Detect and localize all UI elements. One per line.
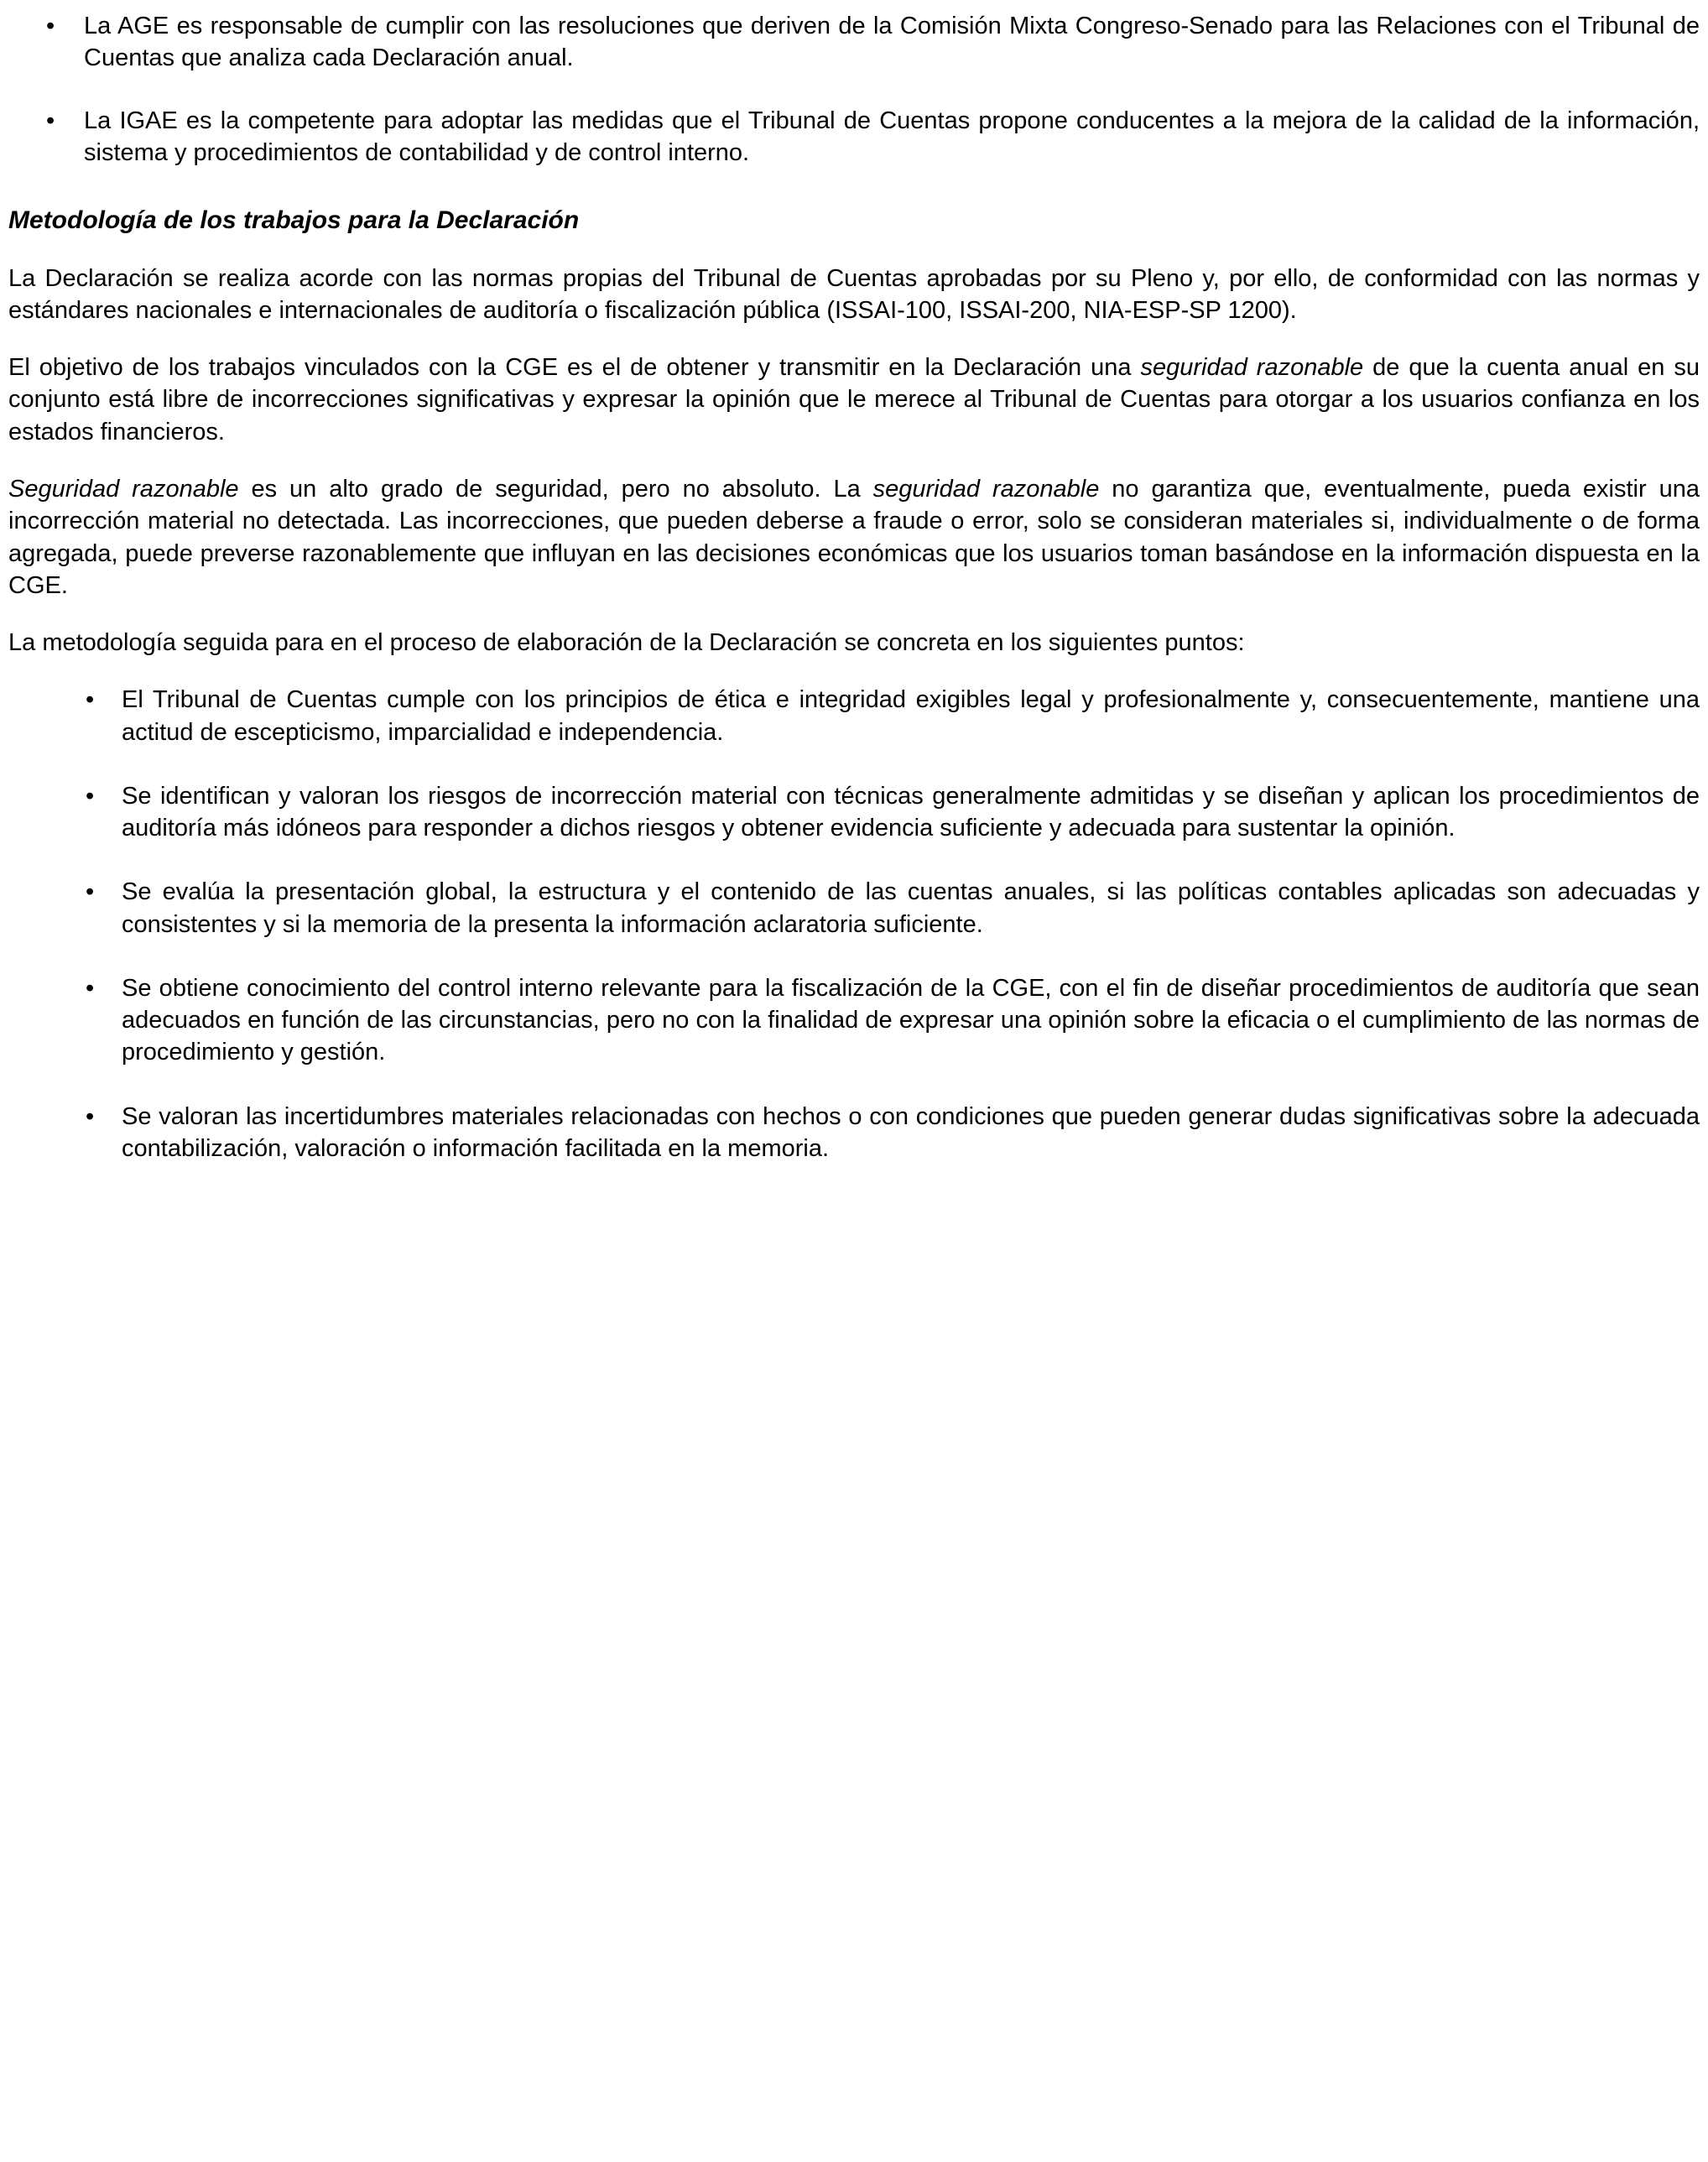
bullet-item-age	[8, 10, 1700, 75]
bullet-marker: •	[86, 1102, 95, 1130]
bullet-marker: •	[46, 13, 55, 39]
paragraph-seguridad-text: no garantiza que, eventualmente, pueda existir una incorrección material no detectada. Las incorrecciones, que pueden deberse a fraude o error, solo se consideran materiales si, individualmente o de forma agregada, puede preverse razonablemente que influyan en las decisiones económicas que los usuarios toman basándose en la información dispuesta en la CGE.	[8, 475, 1700, 599]
bullet-item-control-interno	[8, 972, 1700, 1069]
bullet-list-metodologia	[8, 684, 1700, 1164]
bullet-item-riesgos	[8, 780, 1700, 845]
bullet-marker: •	[86, 878, 95, 906]
bullet-marker: •	[86, 974, 95, 1002]
bullet-item-etica	[8, 684, 1700, 748]
bullet-item-incertidumbres	[8, 1101, 1700, 1165]
paragraph-seguridad-text: es un alto grado de seguridad, pero no absoluto. La	[238, 475, 873, 503]
bullet-text-riesgos: Se identifican y valoran los riesgos de incorrección material con técnicas generalmente admitidas y se diseñan y aplican los procedimientos de auditoría más idóneos para responder a dichos riesgos y obtener evidencia suficiente y adecuada para sustentar la opinión.	[122, 782, 1700, 842]
italic-seguridad-razonable: seguridad razonable	[872, 475, 1100, 503]
bullet-text-incertidumbres: Se valoran las incertidumbres materiales relacionadas con hechos o con condiciones que pueden generar dudas significativas sobre la adecuada contabilización, valoración o información facilitada en la memoria.	[122, 1102, 1700, 1162]
bullet-text-igae: La IGAE es la competente para adoptar las medidas que el Tribunal de Cuentas propone conducentes a la mejora de la calidad de la información, sistema y procedimientos de contabilidad y de control interno.	[84, 107, 1700, 166]
bullet-text-control-interno: Se obtiene conocimiento del control interno relevante para la fiscalización de la CGE, con el fin de diseñar procedimientos de auditoría que sean adecuados en función de las circunstancias, pero no con la finalidad de expresar una opinión sobre la eficacia o el cumplimiento de las normas de procedimiento y gestión.	[122, 974, 1700, 1066]
paragraph-seguridad	[8, 473, 1700, 602]
italic-seguridad-razonable: Seguridad razonable	[8, 475, 239, 503]
paragraph-objetivo	[8, 352, 1700, 448]
bullet-text-presentacion: Se evalúa la presentación global, la estructura y el contenido de las cuentas anuales, si las políticas contables aplicadas son adecuadas y consistentes y si la memoria de la presenta la información aclaratoria suficiente.	[122, 878, 1700, 938]
paragraph-metodologia-intro: La metodología seguida para en el proceso de elaboración de la Declaración se concreta en los siguientes puntos:	[8, 629, 1245, 657]
paragraph-normas: La Declaración se realiza acorde con las normas propias del Tribunal de Cuentas aprobadas por su Pleno y, por ello, de conformidad con las normas y estándares nacionales e internacionales de auditoría o fiscalización pública (ISSAI-100, ISSAI-200, NIA-ESP-SP 1200).	[8, 264, 1700, 324]
bullet-text-age: La AGE es responsable de cumplir con las resoluciones que deriven de la Comisión Mixta Congreso-Senado para las Relaciones con el Tribunal de Cuentas que analiza cada Declaración anual.	[84, 13, 1700, 72]
paragraph-objetivo-text: El objetivo de los trabajos vinculados con la CGE es el de obtener y transmitir en la Declaración una	[8, 354, 1141, 382]
bullet-text-etica: El Tribunal de Cuentas cumple con los principios de ética e integridad exigibles legal y profesionalmente y, consecuentemente, mantiene una actitud de escepticismo, imparcialidad e independencia.	[122, 686, 1700, 746]
bullet-list-top	[8, 10, 1700, 169]
bullet-item-presentacion	[8, 876, 1700, 940]
section-heading-metodologia: Metodología de los trabajos para la Declaración	[8, 206, 580, 235]
bullet-marker: •	[46, 107, 55, 134]
bullet-marker: •	[86, 686, 95, 714]
bullet-marker: •	[86, 782, 95, 810]
italic-seguridad-razonable: seguridad razonable	[1140, 354, 1364, 382]
paragraph-objetivo-text: de que la cuenta anual en su conjunto está libre de incorrecciones significativas y expresar la opinión que le merece al Tribunal de Cuentas para otorgar a los usuarios confianza en los estados financieros.	[8, 354, 1700, 445]
bullet-item-igae	[8, 105, 1700, 169]
